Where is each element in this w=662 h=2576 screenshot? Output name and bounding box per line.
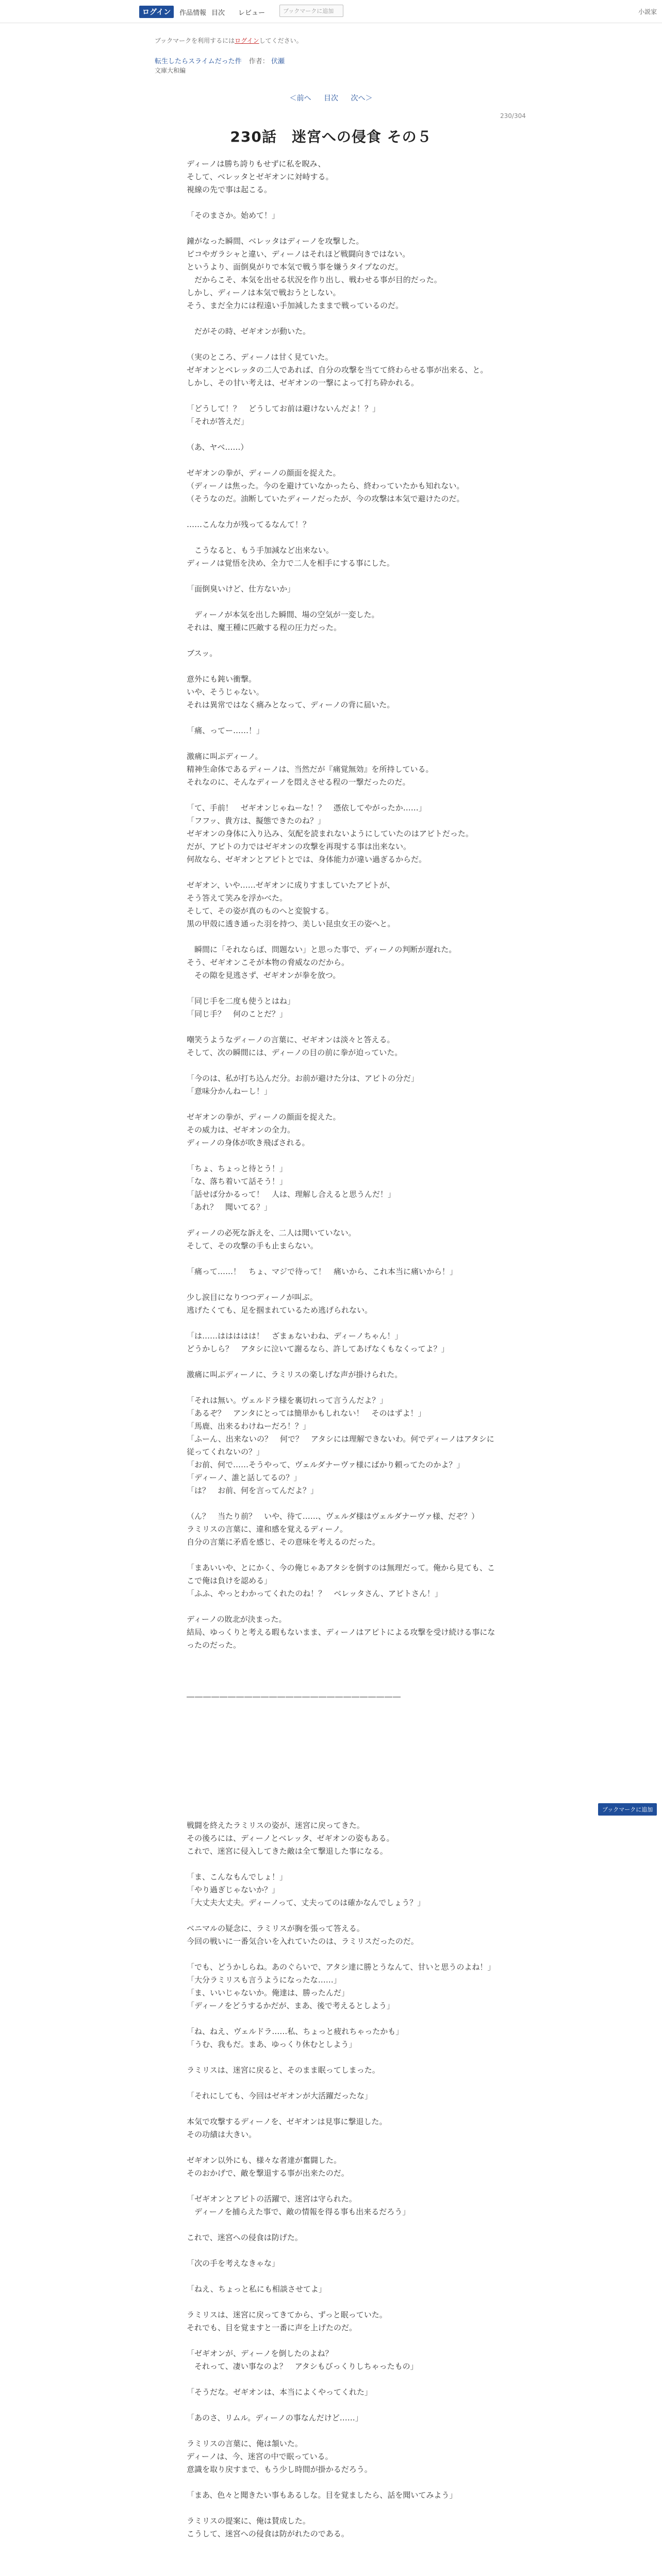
novel-line [187, 2244, 496, 2257]
novel-line: 「ちょ、ちょっと待とう！」 [187, 1164, 288, 1173]
notice-prefix: ブックマークを利用するには [155, 37, 235, 44]
novel-line [187, 338, 496, 351]
novel-line: ベニマルの疑念に、ラミリスが胸を張って答える。 [187, 1924, 365, 1933]
novel-line: 「話せば分かるって！ 人は、理解し合えると思うんだ！」 [187, 1190, 396, 1199]
novel-line: ディーノの必死な訴えを、二人は聞いていない。 [187, 1228, 356, 1238]
novel-line: ディーノは、今、迷宮の中で眠っている。 [187, 2452, 333, 2461]
novel-line: 「フフッ、貴方は、擬態できたのね？」 [187, 816, 325, 825]
novel-line: 何故なら、ゼギオンとアピトとでは、身体能力が違い過ぎるからだ。 [187, 855, 427, 864]
novel-line: 「ま、こんなもんでしょ！」 [187, 1872, 288, 1882]
novel-line: 「て、手前！ ゼギオンじゃねーな！？ 憑依してやがったか……」 [187, 803, 426, 812]
novel-line: ゼギオンとベレッタの二人であれば、自分の攻撃を当てて終わらせる事が出来る、と。 [187, 365, 488, 375]
novel-line [187, 1059, 496, 1072]
novel-line [187, 1600, 496, 1613]
novel-line [187, 1549, 496, 1562]
novel-line: 視線の先で事は起こる。 [187, 185, 272, 194]
novel-line [187, 505, 496, 518]
novel-line: しかし、その甘い考えは、ゼギオンの一撃によって打ち砕かれる。 [187, 378, 419, 387]
novel-line [187, 1381, 496, 1394]
novel-line: ディーノが本気を出した瞬間、場の空気が一変した。 [187, 610, 379, 619]
next-link[interactable]: 次へ＞ [351, 94, 373, 103]
novel-line: ラミリスは、迷宮に戻ると、そのまま眠ってしまった。 [187, 2065, 380, 2075]
novel-line: そのおかげで、敵を撃退する事が出来たのだ。 [187, 2168, 349, 2178]
novel-line: 「それは無い。ヴェルドラ様を裏切れって言うんだよ？」 [187, 1396, 388, 1405]
novel-line: 黒の甲殻に透き通った羽を持つ、美しい昆虫女王の姿へと。 [187, 919, 395, 928]
novel-line [187, 531, 496, 544]
novel-line [187, 2180, 496, 2193]
novel-line: 「そうだな。ゼギオンは、本当によくやってくれた」 [187, 2387, 373, 2397]
novel-line: どうかしら？ アタシに泣いて謝るなら、許してあげなくもなくってよ？」 [187, 1344, 449, 1353]
nav-works[interactable]: 作品情報 [179, 9, 207, 17]
bookmark-notice [155, 36, 303, 45]
novel-line: ラミリスの言葉に、違和感を覚えるディーノ。 [187, 1524, 348, 1534]
novel-line [187, 1858, 496, 1871]
novel-line [187, 789, 496, 802]
novel-line: そして、ベレッタとゼギオンに対峙する。 [187, 172, 334, 181]
novel-line: そう、まだ全力には程遠い手加減したままで戦っているのだ。 [187, 301, 404, 310]
novel-line: 「ディーノをどうするかだが、まあ、後で考えるとしよう」 [187, 2001, 394, 2010]
novel-line: それでも、目を覚ますと一番に声を上げたのだ。 [187, 2323, 357, 2332]
novel-line [187, 454, 496, 467]
novel-line: 「痛って……！ ちょ、マジで待って！ 痛いから、これ本当に痛いから！」 [187, 1267, 458, 1276]
novel-line [187, 1355, 496, 1368]
novel-line: 結局、ゆっくりと考える暇もないまま、ディーノはアピトによる攻撃を受け続ける事になったのだった。 [187, 1628, 495, 1650]
novel-line [187, 1677, 496, 1690]
novel-line [187, 1793, 496, 1806]
chapter-number: 230/304 [500, 112, 526, 120]
novel-line: 「な、落ち着いて話そう！」 [187, 1177, 288, 1186]
novel-line [187, 1768, 496, 1781]
novel-line [187, 1317, 496, 1330]
novel-line [187, 2218, 496, 2231]
novel-line: 逃げたくても、足を掴まれているため逃げられない。 [187, 1306, 373, 1315]
novel-line: 意識を取り戻すまで、もう少し時間が掛かるだろう。 [187, 2465, 372, 2474]
novel-line: 「同じ手？ 何のことだ？」 [187, 1009, 288, 1019]
novel-line: 戦闘を終えたラミリスの姿が、迷宮に戻ってきた。 [187, 1821, 365, 1830]
author-label: 作者： [249, 58, 269, 65]
novel-line: 「ふふ、やっとわかってくれたのね！？ ベレッタさん、アピトさん！」 [187, 1589, 443, 1598]
novel-line: そして、その姿が真のものへと変貌する。 [187, 906, 334, 916]
novel-line: 瞬間に「それならば、問題ない」と思った事で、ディーノの判断が遅れた。 [187, 945, 457, 954]
novel-line [187, 2270, 496, 2283]
novel-line [187, 930, 496, 943]
novel-line [187, 389, 496, 402]
novel-line [187, 428, 496, 441]
novel-line: （そうなのだ。油断していたディーノだったが、今の攻撃は本気で避けたのだ。 [187, 494, 465, 503]
novel-line [187, 196, 496, 209]
novel-line: ラミリスの提案に、俺は賛成した。 [187, 2516, 310, 2526]
novel-line: 「でも、どうかしらね。あのぐらいで、アタシ達に勝とうなんて、甘いと思うのよね！」 [187, 1962, 495, 1972]
novel-line [187, 1665, 496, 1677]
novel-line: 「あれ？ 聞いてる？」 [187, 1202, 272, 1212]
novel-line: 「馬鹿、出来るわけねーだろ！？」 [187, 1421, 311, 1431]
novel-line: それは異常ではなく痛みとなって、ディーノの背に届いた。 [187, 700, 395, 709]
novel-line [187, 866, 496, 879]
novel-line [187, 2103, 496, 2115]
novel-line [187, 1806, 496, 1819]
novel-line: というより、面倒臭がりで本気で戦う事を嫌うタイプなのだ。 [187, 262, 403, 272]
novel-line: 「ねえ、ちょっと私にも相談させてよ」 [187, 2284, 326, 2294]
bookmark-add-box[interactable]: ブックマークに追加 [279, 5, 343, 17]
novel-line [187, 2425, 496, 2437]
novel-line: 精神生命体であるディーノは、当然だが『痛覚無効』を所持している。 [187, 765, 434, 774]
novel-line: 「痛、ってー……！」 [187, 726, 264, 735]
novel-line [187, 2476, 496, 2489]
novel-line: 自分の言葉に矛盾を感じ、その意味を考えるのだった。 [187, 1537, 380, 1547]
pager-top [0, 93, 662, 103]
novel-line: いや、そうじゃない。 [187, 687, 264, 697]
novel-line: 「今のは、私が打ち込んだ分。お前が避けた分は、アピトの分だ」 [187, 1074, 419, 1083]
novel-line: こうなると、もう手加減など出来ない。 [187, 546, 334, 555]
prev-link[interactable]: ＜前へ [289, 94, 311, 103]
novel-line: そして、次の瞬間には、ディーノの目の前に拳が迫っていた。 [187, 1048, 403, 1057]
novel-line: これで、迷宮への侵食は防げた。 [187, 2233, 303, 2242]
top-bar [0, 0, 662, 23]
novel-line [187, 1497, 496, 1510]
series-info [155, 56, 285, 65]
novel-body [187, 158, 496, 2540]
novel-line: ゼギオン、いや……ゼギオンに成りすましていたアピトが、 [187, 880, 395, 890]
novel-line: 嘲笑うようなディーノの言葉に、ゼギオンは淡々と答える。 [187, 1035, 395, 1044]
novel-line [187, 222, 496, 235]
novel-line [187, 2373, 496, 2386]
novel-line: （ん？ 当たり前？ いや、待て……、ヴェルダ様はヴェルダナーヴァ様、だぞ？） [187, 1512, 479, 1521]
novel-line: 「ゼギオンが、ディーノを倒したのよね？ [187, 2349, 333, 2358]
novel-line [187, 2141, 496, 2154]
novel-line: その隙を見逃さず、ゼギオンが拳を放つ。 [187, 971, 341, 980]
novel-line [187, 1252, 496, 1265]
novel-line: ゼギオンの拳が、ディーノの顔面を捉えた。 [187, 468, 341, 478]
floating-bookmark-button[interactable]: ブックマークに追加 [598, 1803, 657, 1816]
novel-line [187, 1781, 496, 1793]
login-button[interactable]: ログイン [139, 6, 174, 18]
novel-line: そう、ゼギオンこそが本物の脅威なのだから。 [187, 958, 350, 967]
novel-line: （ディーノは焦った。今のを避けていなかったら、終わっていたかも知れない。 [187, 481, 465, 490]
novel-line: その後ろには、ディーノとベレッタ、ゼギオンの姿もある。 [187, 1834, 394, 1843]
notice-login-link[interactable]: ログイン [235, 37, 259, 44]
novel-line [187, 1214, 496, 1227]
novel-line [187, 660, 496, 673]
novel-line: それは、魔王種に匹敵する程の圧力だった。 [187, 623, 342, 632]
novel-line: ラミリスの言葉に、俺は頷いた。 [187, 2439, 303, 2448]
novel-line: ゼギオン以外にも、様々な者達が奮闘した。 [187, 2156, 342, 2165]
novel-line [187, 2296, 496, 2309]
nav-review[interactable]: レビュー [238, 9, 266, 17]
novel-line: その功績は大きい。 [187, 2130, 257, 2139]
novel-line [187, 2502, 496, 2515]
novel-line: ブスッ。 [187, 649, 218, 658]
index-link[interactable]: 目次 [324, 94, 338, 103]
novel-line: 意外にも鈍い衝撃。 [187, 674, 257, 684]
novel-line: （あ、ヤベ……） [187, 443, 249, 452]
novel-line [187, 2012, 496, 2025]
novel-line: ディーノの敗北が決まった。 [187, 1615, 287, 1624]
novel-line [187, 2051, 496, 2064]
novel-line: 「面倒臭いけど、仕方ないか」 [187, 584, 295, 594]
novel-line [187, 1098, 496, 1111]
novel-line [187, 737, 496, 750]
series-subtitle: 文庫大和編 [155, 67, 186, 74]
author-link[interactable]: 伏瀬 [271, 58, 285, 65]
novel-line: 「次の手を考えなきゃな」 [187, 2259, 280, 2268]
novel-line: 「ふーん、出来ないの？ 何で？ アタシには理解できないわ。何でディーノはアタシに従ってくれないの？」 [187, 1434, 494, 1456]
novel-line [187, 1149, 496, 1162]
novel-line: ゼギオンの身体に入り込み、気配を読まれないようにしていたのはアピトだった。 [187, 829, 473, 838]
novel-line: 「そのまさか。始めて！」 [187, 211, 280, 220]
novel-line: （実のところ、ディーノは甘く見ていた。 [187, 352, 333, 362]
novel-line: 「それにしても、今回はゼギオンが大活躍だったな」 [187, 2091, 373, 2100]
novel-line [187, 1909, 496, 1922]
novel-line: 「ま、いいじゃないか。俺達は、勝ったんだ」 [187, 1988, 350, 1997]
novel-line: 激痛に叫ぶディーノに、ラミリスの楽しげな声が掛けられた。 [187, 1370, 403, 1379]
novel-line: 激痛に叫ぶディーノ。 [187, 752, 263, 761]
novel-line: 「あるぞ？ アンタにとっては簡単かもしれない！ そのはずよ！」 [187, 1409, 426, 1418]
novel-line: だが、アピトの力ではゼギオンの攻撃を再現する事は出来ない。 [187, 842, 411, 851]
novel-line: 「お前、何で……そうやって、ヴェルダナーヴァ様にばかり頼ってたのかよ？」 [187, 1460, 465, 1469]
novel-line [187, 596, 496, 608]
novel-line: そう答えて笑みを浮かべた。 [187, 893, 288, 903]
novel-line: それなのに、そんなディーノを悶えさせる程の一撃だったのだ。 [187, 777, 410, 787]
novel-line [187, 1755, 496, 1768]
novel-line: 「意味分かんねーし！」 [187, 1087, 272, 1096]
novel-line: 「どうして！？ どうしてお前は避けないんだよ！？」 [187, 404, 380, 413]
novel-line: 「やり過ぎじゃないか？」 [187, 1885, 280, 1894]
novel-line: 少し涙目になりつつディーノが叫ぶ。 [187, 1293, 318, 1302]
site-name: 小説家 [638, 8, 657, 15]
novel-line [187, 1742, 496, 1755]
series-title-link[interactable]: 転生したらスライムだった件 [155, 58, 242, 65]
novel-line: 「うむ、我もだ。まあ、ゆっくり休むとしよう」 [187, 2040, 357, 2049]
novel-line [187, 1703, 496, 1716]
novel-line: 鐘がなった瞬間、ベレッタはディーノを攻撃した。 [187, 236, 364, 246]
notice-suffix: してください。 [259, 37, 303, 44]
novel-line: 「ね、ねえ、ヴェルドラ……私、ちょっと疲れちゃったかも」 [187, 2027, 404, 2036]
nav-index[interactable]: 目次 [211, 9, 225, 17]
novel-line: 「大分ラミリスも言うようになったな……」 [187, 1975, 341, 1985]
novel-line [187, 1652, 496, 1665]
novel-line: しかし、ディーノは本気で戦おうとしない。 [187, 288, 341, 297]
novel-line [187, 1716, 496, 1729]
novel-line: ―――――――――――――――――――――――――― [187, 1692, 401, 1701]
novel-line: 「ゼギオンとアピトの活躍で、迷宮は守られた。 [187, 2194, 357, 2204]
novel-line: ラミリスは、迷宮に戻ってきてから、ずっと眠っていた。 [187, 2310, 387, 2319]
novel-line: ゼギオンの拳が、ディーノの顔面を捉えた。 [187, 1112, 341, 1122]
novel-line [187, 711, 496, 724]
novel-line: 「まあ、色々と聞きたい事もあるしな。目を覚ましたら、話を聞いてみよう」 [187, 2490, 457, 2500]
novel-line: ディーノを捕らえた事で、敵の情報を得る事も出来るだろう」 [187, 2207, 410, 2216]
novel-line: ディーノは勝ち誇りもせずに私を睨み、 [187, 159, 326, 168]
novel-line: だがその時、ゼギオンが動いた。 [187, 327, 311, 336]
novel-line: 「は……ははははは！ ざまぁないわね、ディーノちゃん！」 [187, 1331, 403, 1341]
novel-line: 「は？ お前、何を言ってんだよ？」 [187, 1486, 319, 1495]
novel-line: 今回の戦いに一番気合いを入れていたのは、ラミリスだったのだ。 [187, 1937, 419, 1946]
novel-line [187, 1729, 496, 1742]
novel-line [187, 2399, 496, 2412]
novel-line: それって、凄い事なのよ？ アタシもびっくりしちゃったもの」 [187, 2362, 418, 2371]
novel-line: 「大丈夫大丈夫。ディーノって、丈夫ってのは確かなんでしょう？」 [187, 1898, 425, 1907]
novel-line [187, 312, 496, 325]
novel-line: 「ディーノ、誰と話してるの？」 [187, 1473, 302, 1482]
novel-line: 「あのさ、リムル。ディーノの事なんだけど……」 [187, 2413, 363, 2422]
novel-line [187, 2334, 496, 2347]
novel-line: 本気で攻撃するディーノを、ゼギオンは見事に撃退した。 [187, 2117, 387, 2126]
chapter-title: 230話 迷宮への侵食 その５ [230, 128, 432, 145]
novel-line: そして、その攻撃の手も止まらない。 [187, 1241, 318, 1250]
novel-line [187, 982, 496, 995]
novel-line: 「まあいいや、とにかく、今の俺じゃあアタシを倒すのは無理だって。俺から見ても、ここで俺は負けを認める」 [187, 1563, 495, 1585]
novel-line: ディーノの身体が吹き飛ばされる。 [187, 1138, 310, 1147]
novel-line [187, 2077, 496, 2090]
novel-line: だからこそ、本気を出せる状況を作り出し、戦わせる事が目的だった。 [187, 275, 442, 284]
novel-line: ピコやガラシャと違い、ディーノはそれほど戦闘向きではない。 [187, 249, 410, 259]
novel-line [187, 1278, 496, 1291]
novel-line: これで、迷宮に侵入してきた敵は全て撃退した事になる。 [187, 1846, 388, 1856]
novel-line [187, 1948, 496, 1961]
novel-line: こうして、迷宮への侵食は防がれたのである。 [187, 2529, 349, 2538]
novel-line [187, 570, 496, 583]
novel-line: ディーノは覚悟を決め、全力で二人を相手にする事にした。 [187, 558, 394, 568]
novel-line: 「それが答えだ」 [187, 417, 249, 426]
novel-line [187, 634, 496, 647]
novel-line: その威力は、ゼギオンの全力。 [187, 1125, 295, 1134]
novel-line: 「同じ手を二度も使うとはね」 [187, 996, 295, 1006]
novel-line [187, 1021, 496, 1033]
novel-line: ……こんな力が残ってるなんて！？ [187, 520, 311, 529]
